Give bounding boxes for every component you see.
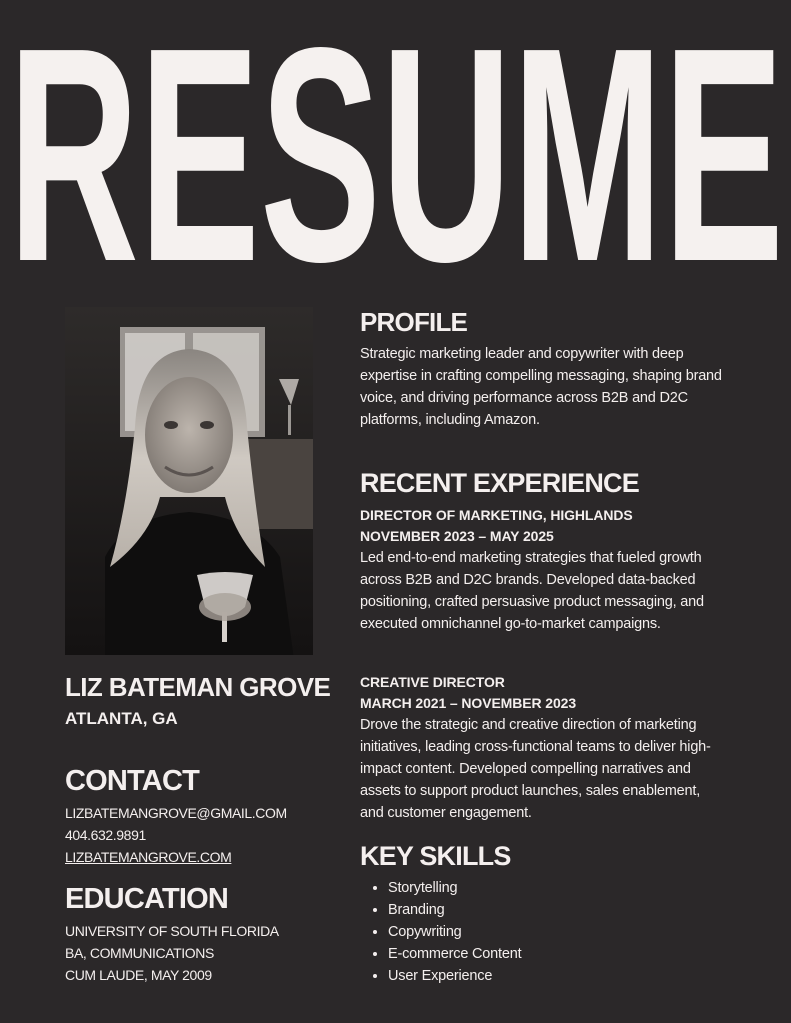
- experience-heading: RECENT EXPERIENCE: [360, 468, 639, 498]
- experience-job: [360, 505, 740, 635]
- person-location: ATLANTA, GA: [65, 709, 178, 728]
- job-dates: NOVEMBER 2023 – MAY 2025: [360, 528, 554, 544]
- list-item: • Copywriting: [388, 921, 521, 943]
- resume-title-text: RESUME: [8, 22, 784, 272]
- job-title: DIRECTOR OF MARKETING, HIGHLANDS: [360, 507, 633, 523]
- person-name: LIZ BATEMAN GROVE: [65, 672, 331, 702]
- contact-email[interactable]: LIZBATEMANGROVE@GMAIL.COM: [65, 805, 287, 821]
- job-description: Led end-to-end marketing strategies that fueled growth across B2B and D2C brands. Developed data-backed positioning, crafted persuasive product messaging, and executed omnichannel go-to-market campaigns.: [360, 550, 704, 632]
- contact-heading: CONTACT: [65, 765, 200, 797]
- contact-details: [65, 802, 287, 868]
- profile-photo: [65, 307, 313, 655]
- profile-heading: PROFILE: [360, 307, 468, 337]
- list-item: • Branding: [388, 899, 521, 921]
- list-item: • User Experience: [388, 965, 521, 987]
- education-degree: BA, COMMUNICATIONS: [65, 945, 214, 961]
- experience-job: [360, 672, 740, 824]
- list-item: • Storytelling: [388, 877, 521, 899]
- education-heading: EDUCATION: [65, 883, 229, 915]
- skills-list: [360, 877, 521, 987]
- contact-phone: 404.632.9891: [65, 827, 146, 843]
- skills-heading: KEY SKILLS: [360, 841, 511, 871]
- job-dates: MARCH 2021 – NOVEMBER 2023: [360, 695, 577, 711]
- job-description: Drove the strategic and creative direction of marketing initiatives, leading cross-functional teams to deliver high-impact content. Developed compelling narratives and assets to support product launches, sales enablement, and customer engagement.: [360, 717, 711, 821]
- education-school: UNIVERSITY OF SOUTH FLORIDA: [65, 923, 279, 939]
- contact-website-link[interactable]: LIZBATEMANGROVE.COM: [65, 849, 232, 865]
- profile-text: Strategic marketing leader and copywriter with deep expertise in crafting compelling messaging, shaping brand voice, and driving performance across B2B and D2C platforms, including Amazon.: [360, 346, 722, 428]
- resume-title: [8, 22, 784, 272]
- education-details: [65, 920, 279, 986]
- job-title: CREATIVE DIRECTOR: [360, 674, 505, 690]
- list-item: • E-commerce Content: [388, 943, 521, 965]
- education-honors: CUM LAUDE, MAY 2009: [65, 967, 212, 983]
